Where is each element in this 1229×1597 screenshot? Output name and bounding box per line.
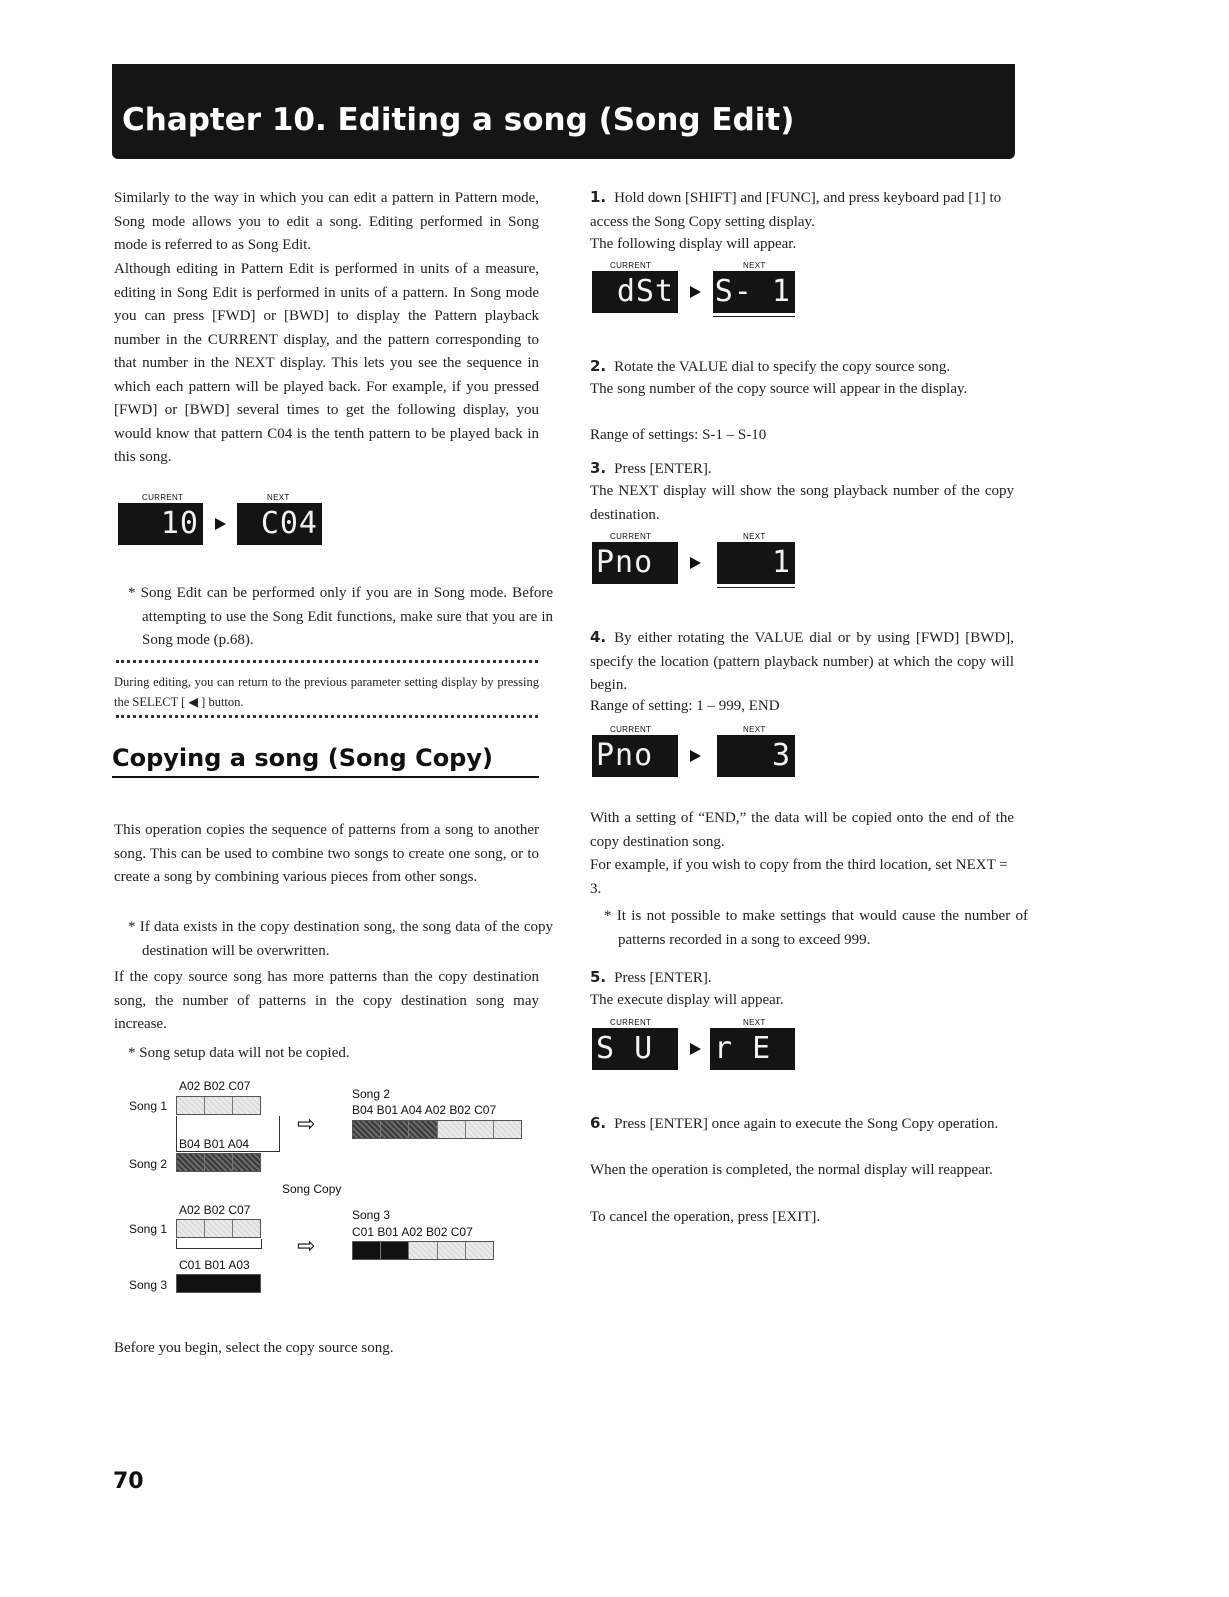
step-2: 2. Rotate the VALUE dial to specify the copy source song.	[590, 357, 951, 375]
step-1: 1. Hold down [SHIFT] and [FUNC], and press keyboard pad [1] to access the Song Copy setting display.	[590, 188, 1002, 230]
song1b-pattern-bar	[176, 1219, 261, 1238]
step-3: 3. Press [ENTER].	[590, 459, 712, 477]
section-paragraph-1: This operation copies the sequence of patterns from a song to another song. This can be used to combine two songs to create one song, or to create a song by combining various pieces from other songs.	[114, 822, 539, 885]
arrow-icon	[690, 286, 701, 298]
song1-pattern-bar	[176, 1096, 261, 1115]
intro-paragraph-1: Similarly to the way in which you can edit a pattern in Pattern mode, Song mode allows you to edit a song. Editing performed in Song mode is referred to as Song Edit.	[114, 190, 539, 253]
page-number: 70	[113, 1469, 144, 1494]
setup-note: * Song setup data will not be copied.	[128, 1045, 350, 1061]
step-5: 5. Press [ENTER].	[590, 968, 712, 986]
section-title: Copying a song (Song Copy)	[112, 744, 493, 772]
step-4-next-display: 3	[717, 735, 795, 777]
song2-patterns-label: B04 B01 A04	[179, 1137, 250, 1151]
overwrite-note: * If data exists in the copy destination song, the song data of the copy destination will be overwritten.	[128, 919, 553, 959]
step-6-after: When the operation is completed, the normal display will reappear.	[590, 1162, 993, 1178]
song1-label: Song 1	[129, 1099, 168, 1113]
step-5-current-label: CURRENT	[610, 1018, 652, 1027]
step-4-current-label: CURRENT	[610, 725, 652, 734]
step-3-next-label: NEXT	[743, 532, 766, 541]
chapter-title: Chapter 10. Editing a song (Song Edit)	[122, 102, 795, 138]
step-5-next-display: r E	[710, 1028, 795, 1070]
result3-patterns-label: C01 B01 A02 B02 C07	[352, 1225, 473, 1239]
song1-patterns-label: A02 B02 C07	[179, 1079, 251, 1093]
song1b-patterns-label: A02 B02 C07	[179, 1203, 251, 1217]
tip-bottom-rule	[116, 715, 538, 718]
song2-label: Song 2	[129, 1157, 168, 1171]
step-3-next-display: 1	[717, 542, 795, 584]
current-label: CURRENT	[142, 493, 184, 502]
step-2-range: Range of settings: S-1 – S-10	[590, 427, 767, 443]
song-copy-diagram	[112, 1075, 542, 1305]
arrow-icon	[690, 750, 701, 762]
step-5-after: The execute display will appear.	[590, 992, 784, 1008]
result2-patterns-label: B04 B01 A04 A02 B02 C07	[352, 1103, 497, 1117]
step-1-next-display: S- 1	[713, 271, 795, 313]
step-4-next-label: NEXT	[743, 725, 766, 734]
step-4-range: Range of setting: 1 – 999, END	[590, 698, 780, 714]
display-underline	[713, 316, 795, 317]
song2-pattern-bar	[176, 1153, 261, 1172]
arrow-icon	[690, 1043, 701, 1055]
step-1-next-label: NEXT	[743, 261, 766, 270]
result2-pattern-bar	[352, 1120, 522, 1139]
step-2-after: The song number of the copy source will appear in the display.	[590, 381, 968, 397]
section-rule	[112, 776, 539, 778]
copy-arrow-icon: ⇨	[297, 1111, 316, 1136]
copy-arrow-icon-2: ⇨	[297, 1233, 316, 1258]
next-display: C04	[237, 503, 322, 545]
result3-title: Song 3	[352, 1208, 391, 1222]
step-5-current-display: S U	[592, 1028, 678, 1070]
tip-top-rule	[116, 660, 538, 663]
song-mode-note: * Song Edit can be performed only if you are in Song mode. Before attempting to use the Song Edit functions, make sure that you are in Song mode (p.68).	[128, 585, 553, 648]
tip-text: During editing, you can return to the previous parameter setting display by pressing the SELECT [ ◀ ] button.	[114, 675, 539, 709]
step-3-current-label: CURRENT	[610, 532, 652, 541]
step-5-next-label: NEXT	[743, 1018, 766, 1027]
step-4: 4. By either rotating the VALUE dial or by using [FWD] [BWD], specify the location (pattern playback number) at which the copy will begin.	[590, 628, 1014, 693]
result3-pattern-bar	[352, 1241, 494, 1260]
section-paragraph-2: If the copy source song has more patterns than the copy destination song, the number of patterns in the copy destination song may increase.	[114, 969, 539, 1032]
next-label: NEXT	[267, 493, 290, 502]
song3-label: Song 3	[129, 1278, 168, 1292]
step-1-after: The following display will appear.	[590, 236, 797, 252]
step-6-cancel: To cancel the operation, press [EXIT].	[590, 1209, 821, 1225]
step-1-current-display: dSt	[592, 271, 678, 313]
end-setting-paragraph: With a setting of “END,” the data will be copied onto the end of the copy destination song.	[590, 810, 1014, 850]
step-6: 6. Press [ENTER] once again to execute the Song Copy operation.	[590, 1114, 999, 1132]
song3-pattern-bar	[176, 1274, 261, 1293]
limit-note: * It is not possible to make settings that would cause the number of patterns recorded in a song to exceed 999.	[604, 908, 1028, 948]
intro-paragraph-2: Although editing in Pattern Edit is performed in units of a measure, editing in Song Edit is performed in units of a pattern. In Song mode you can press [FWD] or [BWD] to display the Pattern playback number in the CURRENT display, and the pattern corresponding to that number in the NEXT display. This lets you see the sequence in which each pattern will be played back. For example, if you pressed [FWD] or [BWD] several times to get the following display, you would know that pattern C04 is the tenth pattern to be played back in this song.	[114, 261, 539, 465]
arrow-icon	[690, 557, 701, 569]
song1b-label: Song 1	[129, 1222, 168, 1236]
arrow-icon	[215, 518, 226, 530]
display-underline	[717, 587, 795, 588]
step-3-after: The NEXT display will show the song playback number of the copy destination.	[590, 483, 1014, 523]
song-copy-caption: Song Copy	[282, 1182, 342, 1196]
current-display: 10	[118, 503, 203, 545]
example-paragraph: For example, if you wish to copy from the third location, set NEXT = 3.	[590, 857, 1008, 897]
before-you-begin: Before you begin, select the copy source song.	[114, 1340, 394, 1356]
step-4-current-display: Pno	[592, 735, 678, 777]
step-1-current-label: CURRENT	[610, 261, 652, 270]
song1b-bracket	[176, 1239, 262, 1249]
step-3-current-display: Pno	[592, 542, 678, 584]
song3-patterns-label: C01 B01 A03	[179, 1258, 250, 1272]
result2-title: Song 2	[352, 1087, 391, 1101]
